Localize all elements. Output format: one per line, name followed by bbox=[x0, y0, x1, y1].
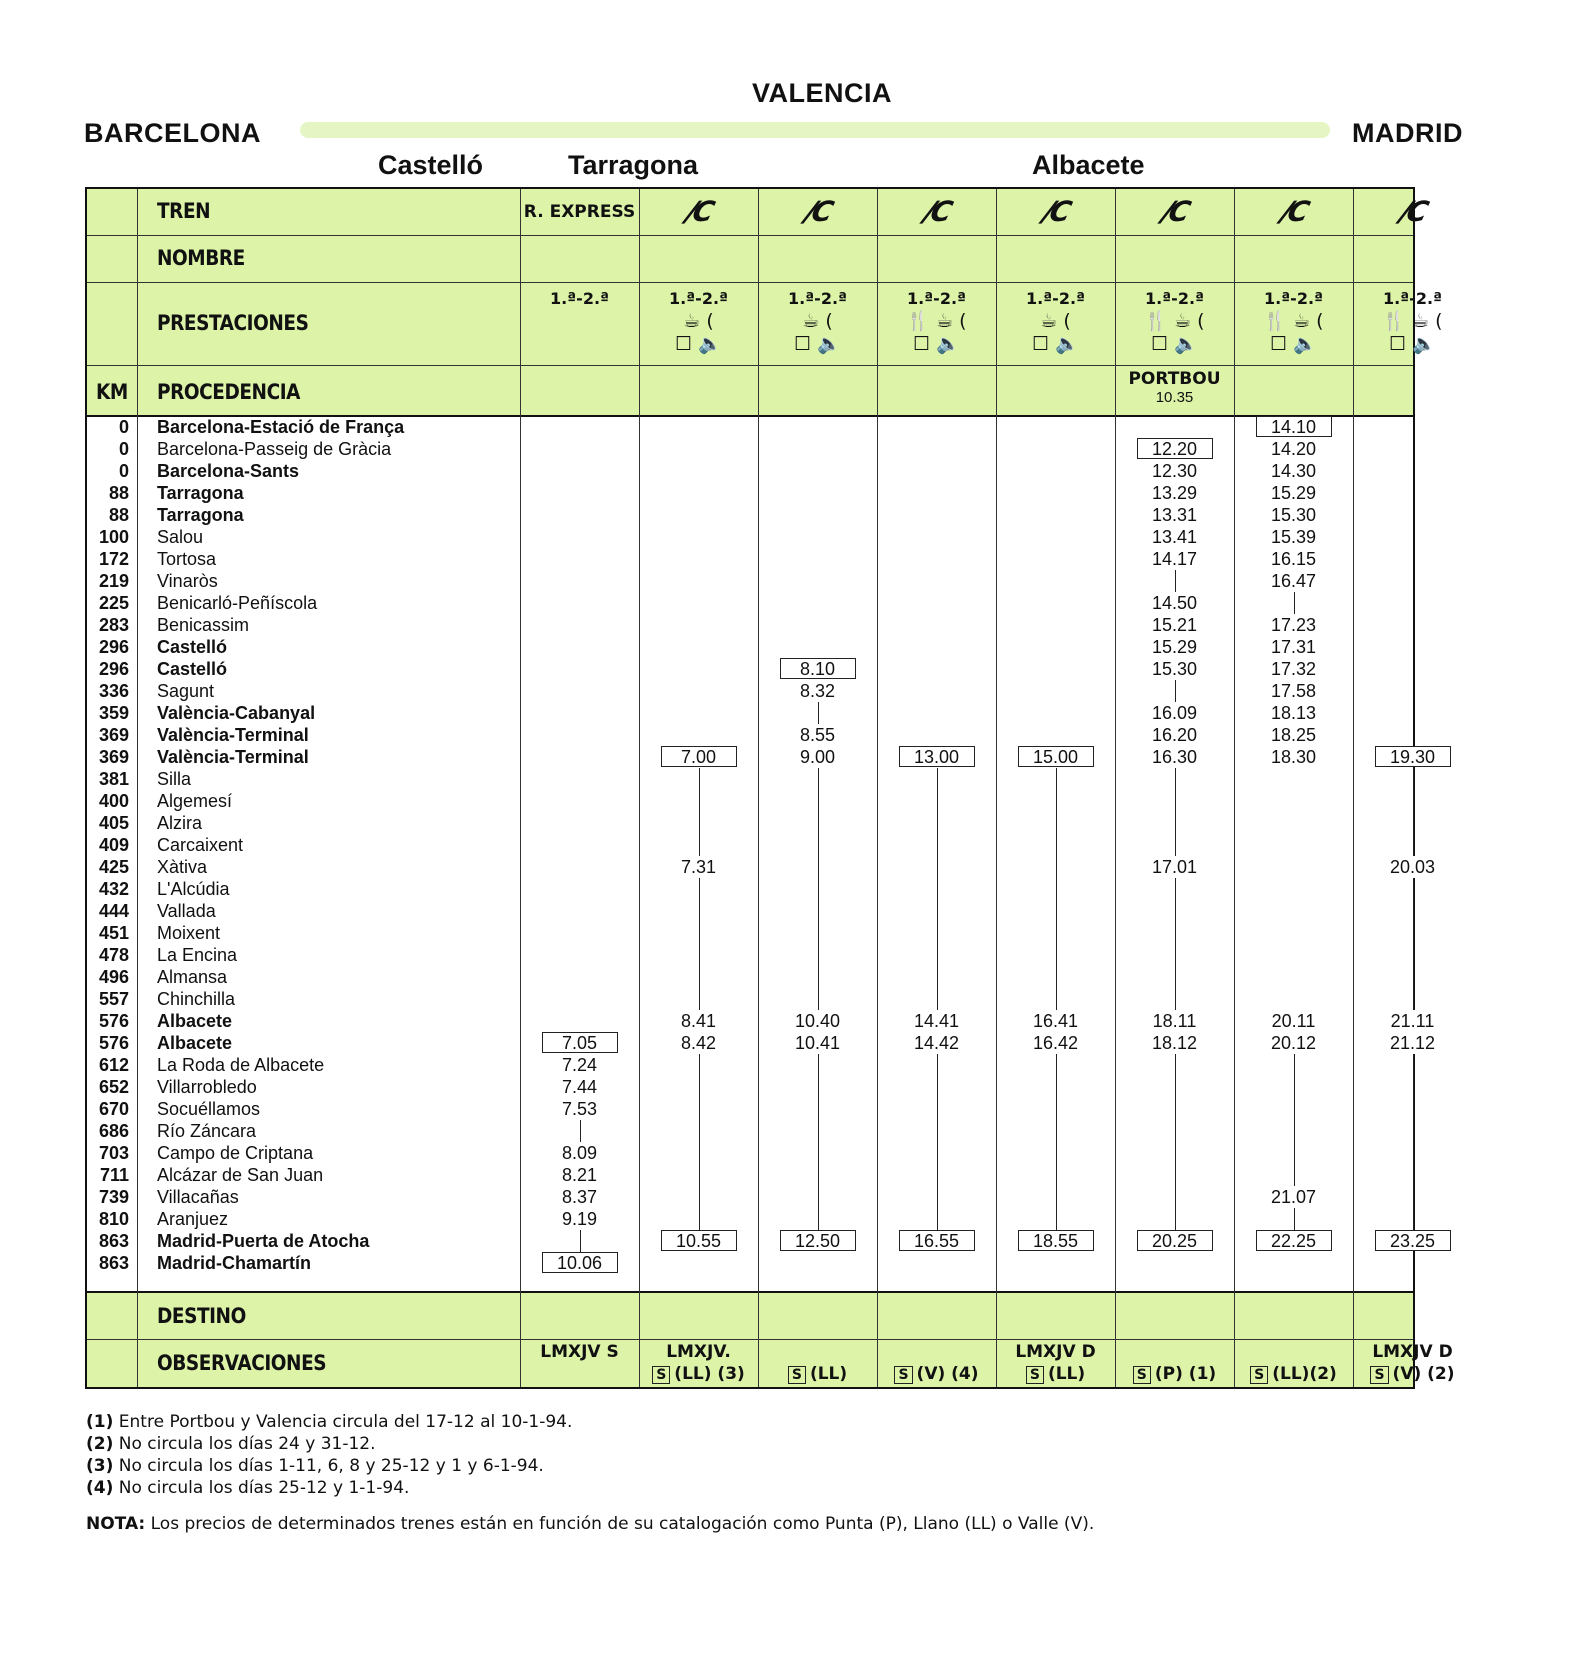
footnote-number: (2) bbox=[86, 1434, 114, 1454]
station-name: L'Alcúdia bbox=[157, 879, 230, 899]
station-name: Río Záncara bbox=[157, 1121, 257, 1141]
time-cell: 17.01 bbox=[1137, 856, 1213, 878]
time-cell: 20.12 bbox=[1256, 1032, 1332, 1054]
origin-station: PORTBOU bbox=[1128, 369, 1221, 389]
station-km: 739 bbox=[98, 1187, 129, 1207]
services-icons-row2: ☐ 🔈 bbox=[794, 333, 841, 355]
station-km: 425 bbox=[98, 857, 129, 877]
time-cell: 8.21 bbox=[542, 1164, 618, 1186]
station-km: 225 bbox=[98, 593, 129, 613]
station-name: Alzira bbox=[157, 813, 203, 833]
observation-days: LMXJV D bbox=[1372, 1342, 1453, 1362]
station-km: 359 bbox=[98, 703, 129, 723]
via-tarragona: Tarragona bbox=[568, 150, 699, 180]
station-row bbox=[87, 1054, 517, 1076]
time-terminal: 16.55 bbox=[899, 1230, 975, 1251]
station-km: 296 bbox=[98, 637, 129, 657]
station-row bbox=[87, 1142, 517, 1164]
time-cell: 8.09 bbox=[542, 1142, 618, 1164]
observation-days: LMXJV. bbox=[666, 1342, 731, 1362]
station-row bbox=[87, 856, 517, 878]
station-row bbox=[87, 614, 517, 636]
footnote bbox=[86, 1456, 544, 1476]
observation-code-text: (LL)(2) bbox=[1272, 1364, 1337, 1384]
time-terminal: 8.10 bbox=[780, 658, 856, 679]
station-row bbox=[87, 1032, 517, 1054]
ic-logo-icon: /C bbox=[682, 195, 715, 228]
time-cell: 9.00 bbox=[780, 746, 856, 768]
services-icons-row1: ☕ ( bbox=[1040, 310, 1071, 332]
station-row bbox=[87, 658, 517, 680]
station-km: 703 bbox=[98, 1143, 129, 1163]
station-row bbox=[87, 1252, 517, 1274]
time-cell: 14.30 bbox=[1256, 460, 1332, 482]
no-stop-line bbox=[1175, 768, 1176, 856]
route-right-city: MADRID bbox=[1352, 118, 1463, 148]
no-stop-line bbox=[1413, 878, 1414, 1010]
train-class: 1.ª-2.ª bbox=[1144, 289, 1205, 308]
label-km: KM bbox=[96, 380, 128, 404]
station-name: Villarrobledo bbox=[157, 1077, 257, 1097]
station-row bbox=[87, 1098, 517, 1120]
observation-codes bbox=[758, 1364, 877, 1384]
observation-codes bbox=[996, 1364, 1115, 1384]
footnote-text: No circula los días 24 y 31-12. bbox=[113, 1434, 376, 1454]
footnote bbox=[86, 1434, 376, 1454]
station-km: 0 bbox=[118, 461, 129, 481]
observation-codes bbox=[877, 1364, 996, 1384]
time-terminal: 13.00 bbox=[899, 746, 975, 767]
no-stop-line bbox=[580, 1120, 581, 1142]
time-cell: 15.29 bbox=[1256, 482, 1332, 504]
no-stop-line bbox=[1056, 1054, 1057, 1230]
station-row bbox=[87, 812, 517, 834]
station-km: 557 bbox=[98, 989, 129, 1009]
train-class: 1.ª-2.ª bbox=[1025, 289, 1086, 308]
time-cell: 15.29 bbox=[1137, 636, 1213, 658]
station-row bbox=[87, 746, 517, 768]
station-name: Castelló bbox=[157, 637, 228, 657]
footnote bbox=[86, 1412, 572, 1432]
station-name: Moixent bbox=[157, 923, 221, 943]
via-castello: Castelló bbox=[378, 150, 484, 180]
station-row bbox=[87, 768, 517, 790]
time-cell: 8.42 bbox=[661, 1032, 737, 1054]
services-icons-row2: ☐ 🔈 bbox=[1032, 333, 1079, 355]
time-cell: 15.21 bbox=[1137, 614, 1213, 636]
footnote-number: (4) bbox=[86, 1478, 114, 1498]
no-stop-line bbox=[818, 1054, 819, 1230]
origin-time: 10.35 bbox=[1155, 389, 1194, 406]
train-class: 1.ª-2.ª bbox=[668, 289, 729, 308]
route-left-city: BARCELONA bbox=[84, 118, 261, 148]
station-row bbox=[87, 570, 517, 592]
station-name: Albacete bbox=[157, 1011, 233, 1031]
no-stop-line bbox=[1175, 570, 1176, 592]
time-terminal: 14.10 bbox=[1256, 416, 1332, 437]
train-class: 1.ª-2.ª bbox=[549, 289, 610, 308]
time-cell: 15.30 bbox=[1137, 658, 1213, 680]
station-name: Barcelona-Passeig de Gràcia bbox=[157, 439, 392, 459]
station-name: València-Terminal bbox=[157, 725, 309, 745]
observation-days: LMXJV S bbox=[540, 1342, 619, 1362]
time-cell: 16.41 bbox=[1018, 1010, 1094, 1032]
time-cell: 10.40 bbox=[780, 1010, 856, 1032]
nota-text: Los precios de determinados trenes están en función de su catalogación como Punta (P), Llano (LL) o Valle (V). bbox=[145, 1514, 1095, 1534]
supplement-badge: S bbox=[1370, 1366, 1388, 1384]
ic-logo-icon: /C bbox=[1039, 195, 1072, 228]
station-km: 219 bbox=[98, 571, 129, 591]
services-icons-row1: 🍴 ☕ ( bbox=[1382, 310, 1443, 332]
station-km: 670 bbox=[98, 1099, 129, 1119]
time-cell: 17.32 bbox=[1256, 658, 1332, 680]
station-km: 576 bbox=[98, 1011, 129, 1031]
station-km: 336 bbox=[98, 681, 129, 701]
services-icons-row2: ☐ 🔈 bbox=[675, 333, 722, 355]
no-stop-line bbox=[1294, 1054, 1295, 1186]
label-procedencia: PROCEDENCIA bbox=[157, 380, 300, 404]
time-terminal: 10.55 bbox=[661, 1230, 737, 1251]
station-km: 432 bbox=[98, 879, 129, 899]
footnote-number: (3) bbox=[86, 1456, 114, 1476]
station-row bbox=[87, 878, 517, 900]
station-km: 0 bbox=[118, 439, 129, 459]
time-terminal: 12.50 bbox=[780, 1230, 856, 1251]
station-name: Algemesí bbox=[157, 791, 233, 811]
time-terminal: 7.00 bbox=[661, 746, 737, 767]
time-cell: 20.03 bbox=[1375, 856, 1451, 878]
station-km: 405 bbox=[98, 813, 129, 833]
services-icons-row1: ☕ ( bbox=[802, 310, 833, 332]
station-km: 451 bbox=[98, 923, 129, 943]
station-row bbox=[87, 988, 517, 1010]
station-km: 863 bbox=[98, 1253, 129, 1273]
time-cell: 10.41 bbox=[780, 1032, 856, 1054]
supplement-badge: S bbox=[1133, 1366, 1151, 1384]
no-stop-line bbox=[937, 768, 938, 1010]
no-stop-line bbox=[580, 1230, 581, 1252]
time-cell: 15.30 bbox=[1256, 504, 1332, 526]
station-km: 381 bbox=[98, 769, 129, 789]
time-cell: 21.07 bbox=[1256, 1186, 1332, 1208]
no-stop-line bbox=[1175, 680, 1176, 702]
station-km: 369 bbox=[98, 747, 129, 767]
time-terminal: 22.25 bbox=[1256, 1230, 1332, 1251]
time-terminal: 15.00 bbox=[1018, 746, 1094, 767]
time-cell: 21.12 bbox=[1375, 1032, 1451, 1054]
label-nombre: NOMBRE bbox=[157, 246, 245, 270]
station-row bbox=[87, 548, 517, 570]
station-row bbox=[87, 636, 517, 658]
station-name: Albacete bbox=[157, 1033, 233, 1053]
ic-logo-icon: /C bbox=[801, 195, 834, 228]
train-class: 1.ª-2.ª bbox=[1382, 289, 1443, 308]
time-cell: 20.11 bbox=[1256, 1010, 1332, 1032]
no-stop-line bbox=[1413, 768, 1414, 856]
supplement-badge: S bbox=[894, 1366, 912, 1384]
station-km: 88 bbox=[108, 505, 129, 525]
time-cell: 18.30 bbox=[1256, 746, 1332, 768]
ic-logo-icon: /C bbox=[1158, 195, 1191, 228]
station-name: Madrid-Chamartín bbox=[157, 1253, 312, 1273]
supplement-badge: S bbox=[652, 1366, 670, 1384]
station-row bbox=[87, 1186, 517, 1208]
services-icons-row1: ☕ ( bbox=[683, 310, 714, 332]
observation-codes bbox=[1115, 1364, 1234, 1384]
station-name: Silla bbox=[157, 769, 192, 789]
station-km: 172 bbox=[98, 549, 129, 569]
observation-codes bbox=[1353, 1364, 1472, 1384]
station-row bbox=[87, 1208, 517, 1230]
station-name: Almansa bbox=[157, 967, 228, 987]
time-terminal: 23.25 bbox=[1375, 1230, 1451, 1251]
station-km: 369 bbox=[98, 725, 129, 745]
station-name: Socuéllamos bbox=[157, 1099, 261, 1119]
station-name: Vinaròs bbox=[157, 571, 218, 591]
services-icons-row1: 🍴 ☕ ( bbox=[906, 310, 967, 332]
time-cell: 14.50 bbox=[1137, 592, 1213, 614]
time-cell: 17.58 bbox=[1256, 680, 1332, 702]
time-cell: 18.25 bbox=[1256, 724, 1332, 746]
time-cell: 7.24 bbox=[542, 1054, 618, 1076]
observation-code-text: (V) (2) bbox=[1392, 1364, 1455, 1384]
station-km: 612 bbox=[98, 1055, 129, 1075]
station-km: 283 bbox=[98, 615, 129, 635]
time-cell: 13.31 bbox=[1137, 504, 1213, 526]
time-cell: 14.41 bbox=[899, 1010, 975, 1032]
time-terminal: 12.20 bbox=[1137, 438, 1213, 459]
station-km: 711 bbox=[99, 1165, 129, 1185]
time-terminal: 20.25 bbox=[1137, 1230, 1213, 1251]
supplement-badge: S bbox=[788, 1366, 806, 1384]
station-name: València-Terminal bbox=[157, 747, 309, 767]
label-prestaciones: PRESTACIONES bbox=[157, 311, 309, 335]
station-row bbox=[87, 1120, 517, 1142]
time-cell: 12.30 bbox=[1137, 460, 1213, 482]
station-row bbox=[87, 416, 517, 438]
no-stop-line bbox=[699, 768, 700, 856]
station-row bbox=[87, 680, 517, 702]
station-row bbox=[87, 1010, 517, 1032]
footnote-text: Entre Portbou y Valencia circula del 17-12 al 10-1-94. bbox=[113, 1412, 573, 1432]
observation-codes bbox=[639, 1364, 758, 1384]
services-icons-row2: ☐ 🔈 bbox=[913, 333, 960, 355]
station-row bbox=[87, 702, 517, 724]
station-name: Benicarló-Peñíscola bbox=[157, 593, 318, 613]
station-name: Barcelona-Sants bbox=[157, 461, 300, 481]
observation-code-text: (LL) bbox=[809, 1364, 848, 1384]
services-icons-row2: ☐ 🔈 bbox=[1270, 333, 1317, 355]
station-row bbox=[87, 504, 517, 526]
station-name: Carcaixent bbox=[157, 835, 244, 855]
station-row bbox=[87, 724, 517, 746]
label-destino: DESTINO bbox=[157, 1304, 246, 1328]
time-cell: 21.11 bbox=[1375, 1010, 1451, 1032]
station-name: Barcelona-Estació de França bbox=[157, 417, 405, 437]
observation-code-text: (P) (1) bbox=[1154, 1364, 1217, 1384]
station-row bbox=[87, 526, 517, 548]
time-cell: 13.41 bbox=[1137, 526, 1213, 548]
station-km: 652 bbox=[98, 1077, 129, 1097]
station-row bbox=[87, 1164, 517, 1186]
train-class: 1.ª-2.ª bbox=[906, 289, 967, 308]
time-cell: 8.41 bbox=[661, 1010, 737, 1032]
services-icons-row1: 🍴 ☕ ( bbox=[1144, 310, 1205, 332]
no-stop-line bbox=[1056, 768, 1057, 1010]
time-cell: 7.44 bbox=[542, 1076, 618, 1098]
services-icons-row2: ☐ 🔈 bbox=[1389, 333, 1436, 355]
time-cell: 8.37 bbox=[542, 1186, 618, 1208]
time-terminal: 18.55 bbox=[1018, 1230, 1094, 1251]
services-icons-row2: ☐ 🔈 bbox=[1151, 333, 1198, 355]
route-top-city: VALENCIA bbox=[752, 78, 893, 108]
station-km: 496 bbox=[98, 967, 129, 987]
time-cell: 16.42 bbox=[1018, 1032, 1094, 1054]
station-row bbox=[87, 922, 517, 944]
station-row bbox=[87, 900, 517, 922]
station-name: Benicassim bbox=[157, 615, 250, 635]
train-class: 1.ª-2.ª bbox=[787, 289, 848, 308]
no-stop-line bbox=[1175, 1054, 1176, 1230]
time-terminal: 10.06 bbox=[542, 1252, 618, 1273]
station-name: Villacañas bbox=[157, 1187, 239, 1207]
station-name: Castelló bbox=[157, 659, 228, 679]
time-cell: 18.12 bbox=[1137, 1032, 1213, 1054]
time-cell: 7.53 bbox=[542, 1098, 618, 1120]
station-name: Campo de Criptana bbox=[157, 1143, 314, 1163]
observation-codes bbox=[1234, 1364, 1353, 1384]
route-band bbox=[300, 122, 1330, 138]
train-type: R. EXPRESS bbox=[523, 202, 636, 222]
station-row bbox=[87, 592, 517, 614]
observation-code-text: (LL) bbox=[1047, 1364, 1086, 1384]
station-row bbox=[87, 944, 517, 966]
time-cell: 17.31 bbox=[1256, 636, 1332, 658]
nota-label: NOTA: bbox=[86, 1514, 146, 1534]
station-km: 0 bbox=[118, 417, 129, 437]
footnote-text: No circula los días 1-11, 6, 8 y 25-12 y 1 y 6-1-94. bbox=[113, 1456, 544, 1476]
station-km: 576 bbox=[98, 1033, 129, 1053]
time-cell: 8.55 bbox=[780, 724, 856, 746]
time-cell: 16.47 bbox=[1256, 570, 1332, 592]
no-stop-line bbox=[1175, 878, 1176, 1010]
train-class: 1.ª-2.ª bbox=[1263, 289, 1324, 308]
station-km: 863 bbox=[98, 1231, 129, 1251]
station-km: 686 bbox=[98, 1121, 129, 1141]
time-cell: 16.20 bbox=[1137, 724, 1213, 746]
footnote bbox=[86, 1478, 409, 1498]
label-tren: TREN bbox=[157, 199, 211, 223]
supplement-badge: S bbox=[1250, 1366, 1268, 1384]
ic-logo-icon: /C bbox=[1277, 195, 1310, 228]
station-name: Vallada bbox=[157, 901, 216, 921]
via-albacete: Albacete bbox=[1032, 150, 1145, 180]
footnote-number: (1) bbox=[86, 1412, 114, 1432]
station-km: 296 bbox=[98, 659, 129, 679]
station-km: 810 bbox=[98, 1209, 129, 1229]
station-name: Tarragona bbox=[157, 505, 244, 525]
ic-logo-icon: /C bbox=[920, 195, 953, 228]
time-cell: 17.23 bbox=[1256, 614, 1332, 636]
station-row bbox=[87, 1076, 517, 1098]
station-name: Tarragona bbox=[157, 483, 244, 503]
time-cell: 16.15 bbox=[1256, 548, 1332, 570]
station-km: 400 bbox=[98, 791, 129, 811]
observation-codes bbox=[520, 1364, 639, 1384]
time-cell: 14.17 bbox=[1137, 548, 1213, 570]
time-cell: 7.31 bbox=[661, 856, 737, 878]
nota-line bbox=[86, 1514, 1094, 1534]
label-observaciones: OBSERVACIONES bbox=[157, 1351, 327, 1375]
station-km: 100 bbox=[98, 527, 129, 547]
no-stop-line bbox=[1413, 1054, 1414, 1230]
timetable bbox=[85, 187, 1455, 1389]
footnote-text: No circula los días 25-12 y 1-1-94. bbox=[113, 1478, 410, 1498]
time-cell: 14.20 bbox=[1256, 438, 1332, 460]
time-cell: 18.11 bbox=[1137, 1010, 1213, 1032]
time-cell: 16.30 bbox=[1137, 746, 1213, 768]
ic-logo-icon: /C bbox=[1396, 195, 1429, 228]
no-stop-line bbox=[699, 1054, 700, 1230]
station-name: Sagunt bbox=[157, 681, 215, 701]
station-name: Salou bbox=[157, 527, 204, 547]
station-row bbox=[87, 438, 517, 460]
station-km: 478 bbox=[98, 945, 129, 965]
station-km: 409 bbox=[98, 835, 129, 855]
station-name: Madrid-Puerta de Atocha bbox=[157, 1231, 370, 1251]
no-stop-line bbox=[1294, 1208, 1295, 1230]
station-name: La Roda de Albacete bbox=[157, 1055, 325, 1075]
no-stop-line bbox=[818, 702, 819, 724]
station-row bbox=[87, 460, 517, 482]
station-name: Chinchilla bbox=[157, 989, 236, 1009]
time-cell: 18.13 bbox=[1256, 702, 1332, 724]
station-row bbox=[87, 834, 517, 856]
station-name: Tortosa bbox=[157, 549, 217, 569]
station-name: La Encina bbox=[157, 945, 238, 965]
station-name: València-Cabanyal bbox=[157, 703, 316, 723]
supplement-badge: S bbox=[1026, 1366, 1044, 1384]
station-name: Aranjuez bbox=[157, 1209, 229, 1229]
observation-days: LMXJV D bbox=[1015, 1342, 1096, 1362]
time-cell: 16.09 bbox=[1137, 702, 1213, 724]
time-cell: 14.42 bbox=[899, 1032, 975, 1054]
station-row bbox=[87, 482, 517, 504]
observation-code-text: (LL) (3) bbox=[674, 1364, 745, 1384]
no-stop-line bbox=[699, 878, 700, 1010]
station-km: 88 bbox=[108, 483, 129, 503]
observation-code-text: (V) (4) bbox=[916, 1364, 979, 1384]
time-terminal: 7.05 bbox=[542, 1032, 618, 1053]
station-row bbox=[87, 1230, 517, 1252]
station-row bbox=[87, 790, 517, 812]
no-stop-line bbox=[818, 768, 819, 1010]
no-stop-line bbox=[937, 1054, 938, 1230]
time-cell: 15.39 bbox=[1256, 526, 1332, 548]
time-cell: 9.19 bbox=[542, 1208, 618, 1230]
time-cell: 8.32 bbox=[780, 680, 856, 702]
time-cell: 13.29 bbox=[1137, 482, 1213, 504]
time-terminal: 19.30 bbox=[1375, 746, 1451, 767]
station-km: 444 bbox=[98, 901, 129, 921]
station-row bbox=[87, 966, 517, 988]
services-icons-row1: 🍴 ☕ ( bbox=[1263, 310, 1324, 332]
station-name: Alcázar de San Juan bbox=[157, 1165, 324, 1185]
station-name: Xàtiva bbox=[157, 857, 208, 877]
no-stop-line bbox=[1294, 592, 1295, 614]
